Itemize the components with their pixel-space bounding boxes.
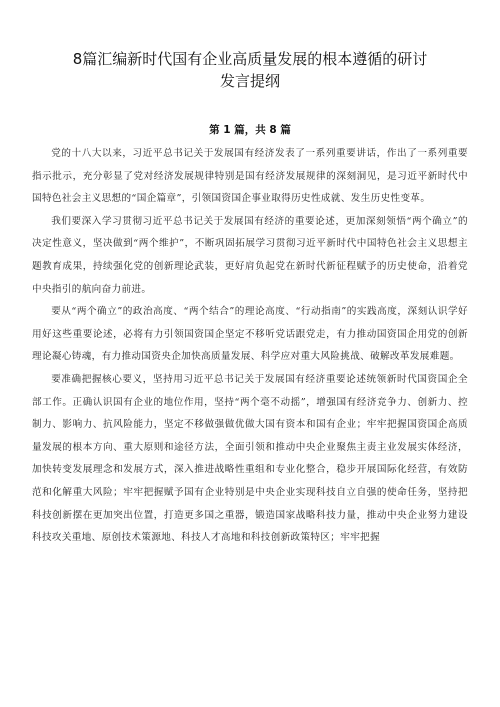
document-title-line-1: 8篇汇编新时代国有企业高质量发展的根本遵循的研讨 bbox=[72, 50, 428, 68]
paragraph-3: 要从“两个确立”的政治高度、“两个结合”的理论高度、“行动指南”的实践高度，深刻认识学好用好这些重要论述，必将有力引领国资国企坚定不移听党话跟党走，有力推动国资国企用党的创新理论凝心铸魂，有力推动国资央企加快高质量发展、科学应对重大风险挑战、破解改革发展难题。 bbox=[32, 306, 468, 363]
paragraph-1: 党的十八大以来，习近平总书记关于发展国有经济发表了一系列重要讲话，作出了一系列重要指示批示，充分彰显了党对经济发展规律特别是国有经济发展规律的深刻洞见，是习近平新时代中国特色社会主义思想的“国企篇章”，引领国资国企事业取得历史性成就、发生历史性变革。 bbox=[32, 148, 468, 205]
paragraph-4: 要准确把握核心要义，坚持用习近平总书记关于发展国有经济重要论述统领新时代国资国企全部工作。正确认识国有企业的地位作用，坚持“两个毫不动摇”，增强国有经济竞争力、创新力、控制力、影响力、抗风险能力，坚定不移做强做优做大国有资本和国有企业；牢牢把握国资国企高质量发展的根本方向、重大原则和途径方法，全面引领和推动中央企业聚焦主责主业发展实体经济，加快转变发展理念和发展方式，深入推进战略性重组和专业化整合，稳步开展国际化经营，有效防范和化解重大风险；牢牢把握赋予国有企业特别是中央企业实现科技自立自强的使命任务，坚持把科技创新摆在更加突出位置，打造更多国之重器，锻造国家战略科技力量，推动中央企业努力建设科技攻关重地、原创技术策源地、科技人才高地和科技创新政策特区；牢牢把握 bbox=[32, 373, 468, 544]
document-title bbox=[32, 48, 468, 92]
paragraph-2: 我们要深入学习贯彻习近平总书记关于发展国有经济的重要论述，更加深刻领悟“两个确立”的决定性意义，坚决做到“两个维护”，不断巩固拓展学习贯彻习近平新时代中国特色社会主义思想主题教育成果，持续强化党的创新理论武装，更好肩负起党在新时代新征程赋予的历史使命，沿着党中央指引的航向奋力前进。 bbox=[32, 215, 468, 295]
section-heading: 第 1 篇，共 8 篇 bbox=[209, 124, 291, 136]
document-title-line-2: 发言提纲 bbox=[219, 72, 280, 90]
